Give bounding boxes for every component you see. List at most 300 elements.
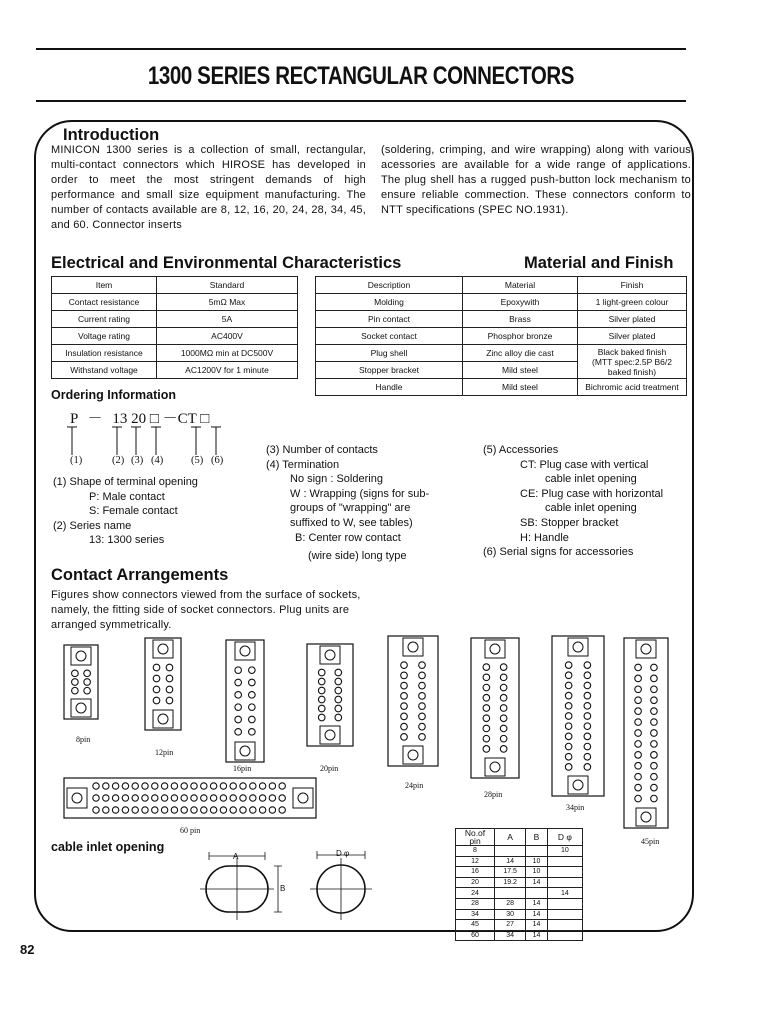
dim-label-b: B (280, 884, 286, 893)
connector-34pin-contact (584, 743, 591, 750)
connector-60pin-contact (181, 783, 187, 789)
connector-20pin-contact (318, 669, 325, 676)
connector-45pin-contact (651, 675, 658, 682)
connector-24pin-contact (419, 703, 426, 710)
connector-60pin-mount-left (67, 788, 87, 808)
pin-label-28: 28pin (484, 790, 503, 799)
connector-20pin-contact (335, 705, 342, 712)
connector-24pin-mount-bottom (403, 746, 423, 764)
connector-60pin-contact (279, 795, 285, 801)
table-cell (547, 909, 582, 920)
connector-45pin-contact (635, 664, 642, 671)
connector-8pin-contact (84, 670, 91, 677)
connector-60pin-contact (171, 795, 177, 801)
table-cell: 14 (526, 877, 547, 888)
connector-60pin-contact (122, 807, 128, 813)
connector-28pin-body (471, 638, 519, 778)
material-header-finish: Finish (578, 277, 687, 294)
connector-45pin-screw-top (641, 644, 651, 654)
table-row (456, 898, 583, 909)
connector-45pin-contact (635, 697, 642, 704)
connector-16pin-body (226, 640, 264, 762)
connector-20pin-contact (335, 714, 342, 721)
connector-24pin-contact (401, 682, 408, 689)
connector-45pin-contact (635, 784, 642, 791)
connector-45pin-contact (635, 741, 642, 748)
connector-60pin-contact (210, 807, 216, 813)
table-cell: Brass (463, 311, 578, 328)
material-header-material: Material (463, 277, 578, 294)
connector-28pin-contact (483, 664, 490, 671)
connector-28pin-contact (500, 735, 507, 742)
table-cell: 34 (456, 909, 495, 920)
ordering-item: (1) Shape of terminal opening (53, 476, 198, 488)
connector-60pin-contact (230, 783, 236, 789)
dim-header-a: A (495, 829, 526, 846)
connector-60pin-contact (132, 795, 138, 801)
pin-label-34: 34pin (566, 803, 585, 812)
connector-12pin-mount-bottom (153, 710, 173, 728)
table-cell: 5mΩ Max (157, 294, 298, 311)
connector-60pin-contact (181, 807, 187, 813)
connector-34pin-contact (584, 703, 591, 710)
connector-60pin-body (64, 778, 316, 818)
connector-20pin-mount-top (320, 646, 340, 664)
dim-header-b: B (526, 829, 547, 846)
connector-60pin-contact (112, 783, 118, 789)
connector-34pin-contact (584, 764, 591, 771)
connector-60pin-contact (279, 783, 285, 789)
connector-24pin-contact (419, 672, 426, 679)
dimension-table (455, 828, 583, 941)
connector-8pin-contact (72, 687, 79, 694)
table-cell: Epoxywith (463, 294, 578, 311)
introduction-column-1: MINICON 1300 series is a collection of small, rectangular, multi-contact connectors which HIROSE has developed in order to meet the most stringent demands of high performance and small size equipment manufacturing. The number of contacts available are 8, 12, 16, 20, 24, 28, 34, 45, and 60. Connector inserts (51, 144, 366, 231)
connector-12pin-body (145, 638, 181, 730)
connector-60pin-contact (171, 807, 177, 813)
connector-20pin-contact (335, 678, 342, 685)
connector-45pin-contact (635, 686, 642, 693)
table-cell: Plug shell (316, 345, 463, 362)
code-accessory: －CT (162, 411, 197, 427)
table-row (456, 930, 583, 941)
pin-label-8: 8pin (76, 735, 91, 744)
connector-20pin-contact (335, 669, 342, 676)
table-cell: Handle (316, 379, 463, 396)
table-cell: Molding (316, 294, 463, 311)
finish-line-2: (MTT spec:2.5P B6/2 baked finish) (592, 356, 672, 377)
callout-1: (1) (70, 455, 83, 466)
connector-45pin-contact (635, 675, 642, 682)
connector-45pin-contact (651, 784, 658, 791)
connector-34pin-body (552, 636, 604, 796)
connector-60pin-contact (161, 807, 167, 813)
connector-16pin-mount-top (235, 642, 255, 660)
table-cell (526, 888, 547, 899)
connector-60pin-contact (191, 795, 197, 801)
table-cell: 28 (495, 898, 526, 909)
connector-28pin-contact (483, 735, 490, 742)
table-cell: 5A (157, 311, 298, 328)
ordering-item: W : Wrapping (signs for sub- (290, 487, 430, 500)
pin-label-12: 12pin (155, 748, 174, 757)
connector-45pin-body (624, 638, 668, 828)
connector-12pin-contact (166, 686, 173, 693)
connector-8pin-body (64, 645, 98, 719)
code-box-1: □ (149, 411, 159, 427)
connector-60pin-contact (103, 807, 109, 813)
ordering-item: suffixed to W, see tables) (290, 517, 413, 529)
connector-24pin-contact (419, 723, 426, 730)
connector-60pin-contact (122, 795, 128, 801)
connector-28pin-contact (500, 715, 507, 722)
connector-12pin-contact (166, 664, 173, 671)
connector-60pin-contact (171, 783, 177, 789)
ordering-item: CT: Plug case with vertical (520, 458, 649, 471)
table-cell: Silver plated (578, 311, 687, 328)
connector-60pin-contact (201, 783, 207, 789)
connector-20pin-contact (318, 678, 325, 685)
connector-20pin-screw-top (325, 650, 335, 660)
connector-45pin-contact (635, 730, 642, 737)
connector-60pin-contact (132, 807, 138, 813)
connector-34pin-contact (584, 662, 591, 669)
table-cell: Voltage rating (52, 328, 157, 345)
connector-8pin-screw-bottom (76, 703, 86, 713)
connector-60pin-contact (152, 807, 158, 813)
connector-60pin-contact (103, 783, 109, 789)
connector-12pin-contact (166, 675, 173, 682)
pin-label-60: 60 pin (180, 826, 201, 835)
connector-34pin-mount-top (568, 638, 588, 656)
ordering-item: (6) Serial signs for accessories (483, 546, 634, 559)
connector-60pin-contact (112, 807, 118, 813)
connector-45pin-contact (651, 686, 658, 693)
connector-20pin-contact (335, 687, 342, 694)
connector-16pin-contact (249, 729, 256, 736)
connector-28pin-contact (483, 694, 490, 701)
table-cell: AC1200V for 1 minute (157, 362, 298, 379)
connector-34pin-contact (584, 733, 591, 740)
connector-34pin-contact (584, 753, 591, 760)
connector-34pin-mount-bottom (568, 776, 588, 794)
connector-24pin-contact (401, 723, 408, 730)
connector-12pin-contact (153, 664, 160, 671)
connector-60pin-contact (269, 783, 275, 789)
connector-60pin-contact (152, 795, 158, 801)
table-cell: Bichromic acid treatment (578, 379, 687, 396)
connector-20pin-contact (318, 696, 325, 703)
table-cell: 30 (495, 909, 526, 920)
connector-60pin-contact (259, 807, 265, 813)
connector-28pin-contact (483, 674, 490, 681)
connector-34pin-contact (565, 753, 572, 760)
connector-24pin-contact (419, 693, 426, 700)
connector-34pin-contact (584, 692, 591, 699)
connector-45pin-contact (651, 719, 658, 726)
table-cell (547, 898, 582, 909)
table-cell: Mild steel (463, 362, 578, 379)
connector-24pin-contact (419, 734, 426, 741)
connector-45pin-contact (651, 730, 658, 737)
connector-16pin-contact (235, 679, 242, 686)
connector-24pin-contact (401, 672, 408, 679)
table-cell: 16 (456, 867, 495, 878)
connector-45pin-contact (651, 752, 658, 759)
connector-28pin-screw-bottom (490, 762, 500, 772)
connector-45pin-contact (635, 795, 642, 802)
table-cell: 10 (526, 856, 547, 867)
ordering-item: (wire side) long type (308, 550, 407, 562)
table-cell: Contact resistance (52, 294, 157, 311)
connector-24pin-contact (419, 662, 426, 669)
contact-heading: Contact Arrangements (51, 566, 229, 584)
electrical-header-item: Item (52, 277, 157, 294)
connector-60pin-contact (240, 783, 246, 789)
table-row (456, 877, 583, 888)
connector-60pin-contact (191, 783, 197, 789)
connector-34pin-contact (565, 672, 572, 679)
connector-16pin-contact (249, 679, 256, 686)
connector-28pin-screw-top (490, 644, 500, 654)
connector-16pin-screw-top (240, 646, 250, 656)
cable-inlet-circle-axes (310, 851, 372, 920)
table-cell: Current rating (52, 311, 157, 328)
connector-60pin-contact (240, 807, 246, 813)
callout-4: (4) (151, 455, 164, 466)
code-dash: － (87, 411, 103, 427)
connector-45pin-contact (635, 708, 642, 715)
table-cell: 28 (456, 898, 495, 909)
connector-12pin-contact (153, 675, 160, 682)
connector-34pin-contact (565, 692, 572, 699)
connector-60pin-contact (269, 807, 275, 813)
connector-60pin-contact (259, 783, 265, 789)
table-cell (547, 867, 582, 878)
connector-60pin-contact (191, 807, 197, 813)
connector-24pin-contact (401, 734, 408, 741)
ordering-item: cable inlet opening (545, 473, 637, 486)
dim-header-d: D φ (547, 829, 582, 846)
connector-60pin-contact (210, 795, 216, 801)
pin-label-20: 20pin (320, 764, 339, 773)
connector-60pin-contact (269, 795, 275, 801)
dim-label-a: A (233, 852, 239, 861)
connector-45pin-contact (651, 664, 658, 671)
connector-28pin-contact (500, 746, 507, 753)
connector-28pin-contact (500, 684, 507, 691)
connector-20pin-contact (318, 687, 325, 694)
connector-60pin-contact (112, 795, 118, 801)
connector-24pin-contact (401, 662, 408, 669)
ordering-item: No sign : Soldering (290, 473, 383, 486)
connector-60pin-contact (93, 795, 99, 801)
connector-45pin-mount-bottom (636, 808, 656, 826)
table-cell: 10 (526, 867, 547, 878)
connector-20pin-contact (318, 714, 325, 721)
connector-60pin-contact (93, 783, 99, 789)
connector-34pin-contact (584, 682, 591, 689)
connector-34pin-contact (565, 703, 572, 710)
table-cell: Stopper bracket (316, 362, 463, 379)
code-box-2: □ (200, 411, 210, 427)
connector-45pin-contact (651, 773, 658, 780)
connector-16pin-contact (235, 667, 242, 674)
cable-inlet-oval-dims (209, 852, 282, 912)
connector-34pin-contact (584, 713, 591, 720)
table-cell: 34 (495, 930, 526, 941)
table-row (456, 846, 583, 857)
connector-28pin-contact (500, 664, 507, 671)
connector-34pin-screw-bottom (573, 780, 583, 790)
table-cell: 1 light-green colour (578, 294, 687, 311)
connector-60pin-contact (142, 783, 148, 789)
dim-label-d: D φ (336, 849, 350, 858)
finish-line-1: Black baked finish (597, 346, 667, 357)
connector-45pin-contact (651, 762, 658, 769)
connector-60pin-contact (240, 795, 246, 801)
connector-16pin-contact (235, 704, 242, 711)
ordering-item: (3) Number of contacts (266, 444, 378, 456)
table-cell: 12 (456, 856, 495, 867)
connector-12pin-screw-bottom (158, 714, 168, 724)
connector-60pin-contact (93, 807, 99, 813)
connector-60pin-contact (181, 795, 187, 801)
page-title: 1300 SERIES RECTANGULAR CONNECTORS (147, 62, 575, 90)
table-row (456, 867, 583, 878)
connector-16pin-contact (235, 692, 242, 699)
connector-24pin-contact (419, 713, 426, 720)
callout-3: (3) (131, 455, 144, 466)
pin-label-16: 16pin (233, 764, 252, 773)
table-cell (495, 888, 526, 899)
table-cell: 14 (526, 898, 547, 909)
connector-60pin-contact (250, 807, 256, 813)
connector-60pin-mount-right (293, 788, 313, 808)
electrical-header-standard: Standard (157, 277, 298, 294)
connector-16pin-contact (235, 729, 242, 736)
table-cell: 8 (456, 846, 495, 857)
connector-34pin-contact (565, 723, 572, 730)
connector-24pin-contact (419, 682, 426, 689)
connector-8pin-screw-top (76, 651, 86, 661)
dim-header-pins: No.of pin (456, 829, 495, 846)
table-cell: Pin contact (316, 311, 463, 328)
table-cell: 14 (495, 856, 526, 867)
connector-45pin-contact (651, 708, 658, 715)
connector-60pin-contact (142, 807, 148, 813)
connector-28pin-contact (500, 674, 507, 681)
connector-60pin-contact (161, 783, 167, 789)
code-contacts: 20 (131, 411, 147, 427)
connector-34pin-contact (565, 733, 572, 740)
connector-60pin-contact (279, 807, 285, 813)
connector-12pin-contact (153, 697, 160, 704)
table-row (456, 909, 583, 920)
connector-34pin-screw-top (573, 642, 583, 652)
material-header-description: Description (316, 277, 463, 294)
table-cell: 17.5 (495, 867, 526, 878)
connector-24pin-mount-top (403, 638, 423, 656)
connector-60pin-contact (250, 795, 256, 801)
connector-34pin-contact (565, 682, 572, 689)
connector-60pin-contact (152, 783, 158, 789)
table-cell: Socket contact (316, 328, 463, 345)
connector-28pin-mount-top (485, 640, 505, 658)
connector-28pin-contact (483, 684, 490, 691)
connector-34pin-contact (565, 713, 572, 720)
connector-60pin-contact (201, 795, 207, 801)
connector-45pin-mount-top (636, 640, 656, 658)
page-number: 82 (20, 942, 35, 957)
table-cell: 14 (526, 930, 547, 941)
table-cell (547, 920, 582, 931)
table-cell: 24 (456, 888, 495, 899)
connector-20pin-contact (335, 696, 342, 703)
table-cell: 27 (495, 920, 526, 931)
table-cell: Withstand voltage (52, 362, 157, 379)
table-cell: 1000MΩ min at DC500V (157, 345, 298, 362)
connector-24pin-contact (401, 703, 408, 710)
table-row (456, 920, 583, 931)
table-cell: 10 (547, 846, 582, 857)
introduction-heading: Introduction (63, 126, 160, 144)
connector-45pin-contact (635, 773, 642, 780)
table-cell: 14 (547, 888, 582, 899)
contact-description: Figures show connectors viewed from the surface of sockets, namely, the fitting side of socket connectors. Plug units are arranged symmetrically. (51, 589, 361, 631)
connector-24pin-screw-top (408, 642, 418, 652)
ordering-item: 13: 1300 series (89, 534, 165, 547)
connector-45pin-contact (635, 752, 642, 759)
connector-60pin-contact (210, 783, 216, 789)
table-cell (547, 930, 582, 941)
table-cell (547, 856, 582, 867)
connector-12pin-mount-top (153, 640, 173, 658)
ordering-item: (5) Accessories (483, 444, 559, 456)
callout-6: (6) (211, 455, 224, 466)
table-cell: Silver plated (578, 328, 687, 345)
connector-8pin-contact (84, 687, 91, 694)
table-cell: Phosphor bronze (463, 328, 578, 345)
table-cell: 14 (526, 920, 547, 931)
cable-inlet-oval-axes (200, 858, 274, 920)
table-row (456, 856, 583, 867)
connector-60pin-contact (220, 795, 226, 801)
ordering-item: S: Female contact (89, 505, 178, 518)
table-cell: 45 (456, 920, 495, 931)
connector-24pin-contact (401, 693, 408, 700)
table-cell (526, 846, 547, 857)
table-cell: AC400V (157, 328, 298, 345)
table-cell: 20 (456, 877, 495, 888)
table-cell: 19.2 (495, 877, 526, 888)
connector-34pin-contact (584, 672, 591, 679)
connector-28pin-contact (500, 725, 507, 732)
connector-60pin-contact (259, 795, 265, 801)
connector-8pin-contact (84, 679, 91, 686)
ordering-item: cable inlet opening (545, 502, 637, 515)
ordering-item: (2) Series name (53, 519, 132, 532)
connector-20pin-mount-bottom (320, 726, 340, 744)
connector-34pin-contact (565, 764, 572, 771)
connector-28pin-contact (500, 694, 507, 701)
table-cell: Zinc alloy die cast (463, 345, 578, 362)
connector-45pin-contact (651, 697, 658, 704)
electrical-heading: Electrical and Environmental Characteristics (51, 254, 402, 272)
connector-12pin-screw-top (158, 644, 168, 654)
connector-45pin-contact (635, 719, 642, 726)
connector-24pin-contact (401, 713, 408, 720)
